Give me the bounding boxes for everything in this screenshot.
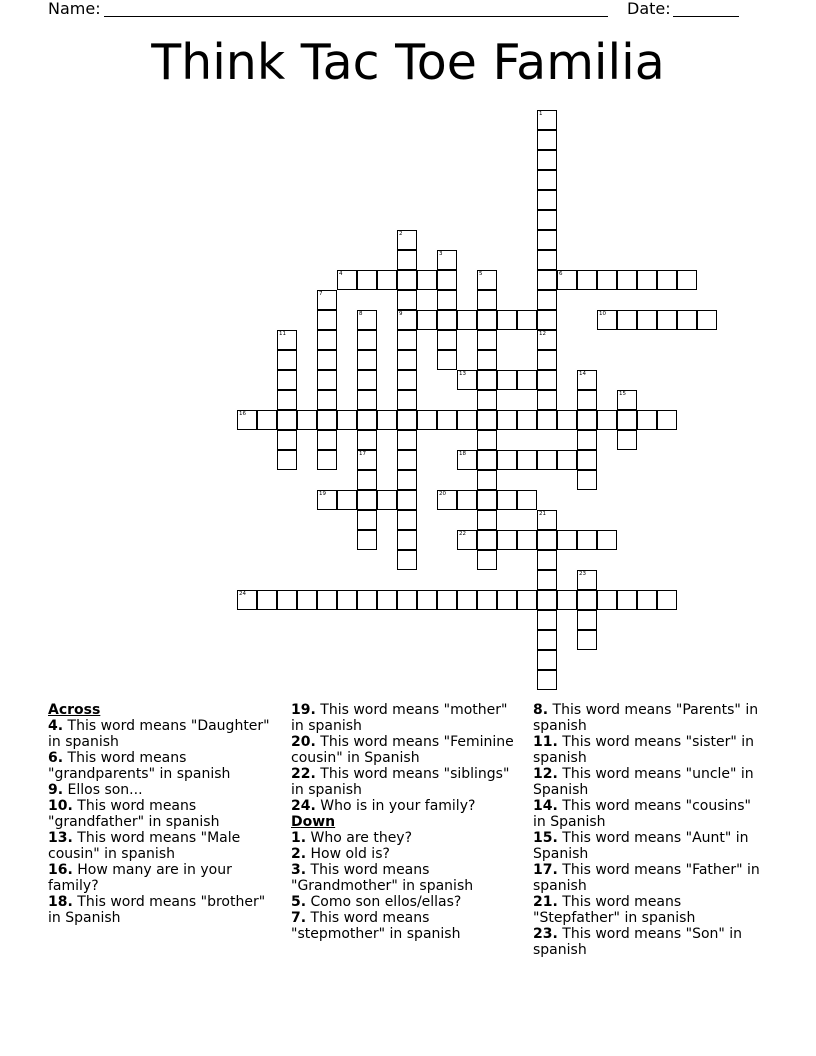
clue-item-number: 5. [291, 894, 307, 910]
grid-cell[interactable] [477, 430, 497, 450]
grid-cell[interactable] [577, 410, 597, 430]
grid-cell[interactable] [397, 510, 417, 530]
clue-number: 10 [599, 311, 606, 317]
grid-cell[interactable] [617, 430, 637, 450]
grid-cell[interactable] [397, 230, 417, 250]
clue-number: 14 [579, 371, 586, 377]
grid-cell[interactable] [597, 590, 617, 610]
clue-item-text: Como son ellos/ellas? [306, 894, 462, 910]
clue-number: 13 [459, 371, 466, 377]
grid-cell[interactable] [457, 530, 477, 550]
grid-cell[interactable] [537, 530, 557, 550]
grid-cell[interactable] [457, 410, 477, 430]
grid-cell[interactable] [517, 410, 537, 430]
clue-item [291, 894, 523, 910]
grid-cell[interactable] [437, 270, 457, 290]
grid-cell[interactable] [277, 330, 297, 350]
clue-number: 15 [619, 391, 626, 397]
clue-number: 6 [559, 271, 563, 277]
grid-cell[interactable] [537, 410, 557, 430]
grid-cell[interactable] [577, 390, 597, 410]
grid-cell[interactable] [477, 290, 497, 310]
grid-cell[interactable] [537, 130, 557, 150]
grid-cell[interactable] [537, 670, 557, 690]
grid-cell[interactable] [477, 470, 497, 490]
clue-item-number: 2. [291, 846, 307, 862]
grid-cell[interactable] [277, 390, 297, 410]
grid-cell[interactable] [437, 330, 457, 350]
grid-cell[interactable] [537, 110, 557, 130]
clue-item-text: This word means "Parents" in spanish [533, 702, 759, 734]
grid-cell[interactable] [277, 370, 297, 390]
grid-cell[interactable] [357, 370, 377, 390]
grid-cell[interactable] [377, 410, 397, 430]
grid-cell[interactable] [437, 350, 457, 370]
clue-item [291, 830, 523, 846]
clue-item [48, 862, 280, 894]
grid-cell[interactable] [277, 590, 297, 610]
grid-cell[interactable] [397, 390, 417, 410]
grid-cell[interactable] [477, 490, 497, 510]
clue-item-text: This word means "sister" in spanish [533, 734, 755, 766]
grid-cell[interactable] [397, 350, 417, 370]
grid-cell[interactable] [577, 590, 597, 610]
grid-cell[interactable] [397, 490, 417, 510]
clue-item [533, 798, 765, 830]
clue-number: 22 [459, 531, 466, 537]
grid-cell[interactable] [357, 350, 377, 370]
clue-item [533, 894, 765, 926]
down-clues-part-1 [291, 830, 523, 942]
clue-number: 23 [579, 571, 586, 577]
clue-item [48, 782, 280, 798]
grid-cell[interactable] [477, 270, 497, 290]
grid-cell[interactable] [337, 410, 357, 430]
clue-number: 12 [539, 331, 546, 337]
clue-item-number: 23. [533, 926, 558, 942]
grid-cell[interactable] [477, 330, 497, 350]
grid-cell[interactable] [317, 430, 337, 450]
clue-number: 8 [359, 311, 363, 317]
date-label: Date: [627, 0, 671, 18]
grid-cell[interactable] [337, 490, 357, 510]
grid-cell[interactable] [417, 310, 437, 330]
grid-cell[interactable] [317, 490, 337, 510]
clue-item-text: How old is? [306, 846, 390, 862]
grid-cell[interactable] [357, 330, 377, 350]
grid-cell[interactable] [397, 250, 417, 270]
clue-item [533, 766, 765, 798]
clue-item-text: This word means "Male cousin" in spanish [48, 830, 241, 862]
grid-cell[interactable] [537, 170, 557, 190]
grid-cell[interactable] [517, 590, 537, 610]
clue-number: 24 [239, 591, 246, 597]
grid-cell[interactable] [317, 350, 337, 370]
grid-cell[interactable] [537, 330, 557, 350]
clue-item-number: 19. [291, 702, 316, 718]
grid-cell[interactable] [537, 510, 557, 530]
grid-cell[interactable] [557, 590, 577, 610]
grid-cell[interactable] [437, 410, 457, 430]
grid-cell[interactable] [577, 450, 597, 470]
down-heading: Down [291, 814, 336, 830]
grid-cell[interactable] [357, 490, 377, 510]
grid-cell[interactable] [617, 590, 637, 610]
grid-cell[interactable] [397, 370, 417, 390]
grid-cell[interactable] [537, 290, 557, 310]
clue-number: 7 [319, 291, 323, 297]
clue-number: 16 [239, 411, 246, 417]
clue-item-text: This word means "grandparents" in spanish [48, 750, 231, 782]
clue-item [291, 798, 523, 814]
clue-item-number: 1. [291, 830, 307, 846]
grid-cell[interactable] [697, 310, 717, 330]
grid-cell[interactable] [597, 270, 617, 290]
clue-item-number: 6. [48, 750, 64, 766]
grid-cell[interactable] [257, 590, 277, 610]
grid-cell[interactable] [357, 390, 377, 410]
clue-item-number: 14. [533, 798, 558, 814]
across-clues-part-2 [291, 702, 523, 814]
grid-cell[interactable] [617, 310, 637, 330]
clue-number: 18 [459, 451, 466, 457]
grid-cell[interactable] [637, 310, 657, 330]
clue-item-number: 16. [48, 862, 73, 878]
grid-cell[interactable] [237, 410, 257, 430]
grid-cell[interactable] [357, 470, 377, 490]
grid-cell[interactable] [597, 530, 617, 550]
grid-cell[interactable] [417, 410, 437, 430]
grid-cell[interactable] [557, 270, 577, 290]
grid-cell[interactable] [457, 450, 477, 470]
clue-item-number: 12. [533, 766, 558, 782]
grid-cell[interactable] [317, 370, 337, 390]
grid-cell[interactable] [517, 370, 537, 390]
clue-item-text: This word means "grandfather" in spanish [48, 798, 220, 830]
grid-cell[interactable] [237, 590, 257, 610]
grid-cell[interactable] [657, 270, 677, 290]
grid-cell[interactable] [577, 470, 597, 490]
clue-item [291, 910, 523, 942]
clue-item [533, 830, 765, 862]
grid-cell[interactable] [277, 410, 297, 430]
grid-cell[interactable] [657, 310, 677, 330]
grid-cell[interactable] [537, 230, 557, 250]
grid-cell[interactable] [477, 310, 497, 330]
clue-item-text: This word means "brother" in Spanish [48, 894, 266, 926]
clue-item [291, 734, 523, 766]
clue-number: 21 [539, 511, 546, 517]
grid-cell[interactable] [657, 410, 677, 430]
clue-item [48, 750, 280, 782]
grid-cell[interactable] [397, 270, 417, 290]
grid-cell[interactable] [317, 450, 337, 470]
grid-cell[interactable] [317, 330, 337, 350]
grid-cell[interactable] [537, 630, 557, 650]
grid-cell[interactable] [477, 370, 497, 390]
clue-item-text: Ellos son... [63, 782, 143, 798]
clue-item-text: This word means "siblings" in spanish [291, 766, 510, 798]
clue-item [48, 718, 280, 750]
grid-cell[interactable] [277, 430, 297, 450]
grid-cell[interactable] [297, 590, 317, 610]
grid-cell[interactable] [357, 430, 377, 450]
clue-number: 2 [399, 231, 403, 237]
grid-cell[interactable] [637, 270, 657, 290]
grid-cell[interactable] [497, 310, 517, 330]
grid-cell[interactable] [537, 370, 557, 390]
grid-cell[interactable] [397, 530, 417, 550]
clue-number: 5 [479, 271, 483, 277]
grid-cell[interactable] [617, 410, 637, 430]
grid-cell[interactable] [537, 150, 557, 170]
grid-cell[interactable] [537, 450, 557, 470]
clue-item-text: This word means "Son" in spanish [533, 926, 743, 958]
grid-cell[interactable] [477, 450, 497, 470]
across-heading: Across [48, 702, 101, 718]
grid-cell[interactable] [397, 410, 417, 430]
clue-item-number: 20. [291, 734, 316, 750]
grid-cell[interactable] [317, 590, 337, 610]
grid-cell[interactable] [397, 590, 417, 610]
grid-cell[interactable] [397, 430, 417, 450]
clue-item-number: 17. [533, 862, 558, 878]
grid-cell[interactable] [377, 590, 397, 610]
grid-cell[interactable] [437, 490, 457, 510]
clue-item-text: This word means "Stepfather" in spanish [533, 894, 696, 926]
clue-item-number: 13. [48, 830, 73, 846]
clues-column-1 [48, 702, 280, 926]
grid-cell[interactable] [497, 530, 517, 550]
clue-item-text: This word means "uncle" in Spanish [533, 766, 754, 798]
grid-cell[interactable] [537, 650, 557, 670]
grid-cell[interactable] [337, 270, 357, 290]
grid-cell[interactable] [477, 530, 497, 550]
grid-cell[interactable] [457, 490, 477, 510]
grid-cell[interactable] [577, 610, 597, 630]
grid-cell[interactable] [677, 270, 697, 290]
clue-item-number: 18. [48, 894, 73, 910]
grid-cell[interactable] [537, 610, 557, 630]
grid-cell[interactable] [437, 250, 457, 270]
grid-cell[interactable] [457, 310, 477, 330]
clue-item [291, 702, 523, 734]
grid-cell[interactable] [457, 590, 477, 610]
clue-item [291, 766, 523, 798]
grid-cell[interactable] [657, 590, 677, 610]
clue-item-text: This word means "Father" in spanish [533, 862, 760, 894]
clue-item [48, 830, 280, 862]
grid-cell[interactable] [537, 550, 557, 570]
grid-cell[interactable] [537, 390, 557, 410]
grid-cell[interactable] [537, 350, 557, 370]
grid-cell[interactable] [317, 390, 337, 410]
clue-item [291, 862, 523, 894]
grid-cell[interactable] [377, 490, 397, 510]
clue-item [48, 798, 280, 830]
grid-cell[interactable] [317, 410, 337, 430]
name-label: Name: [48, 0, 101, 18]
grid-cell[interactable] [257, 410, 277, 430]
grid-cell[interactable] [497, 490, 517, 510]
clue-item-number: 10. [48, 798, 73, 814]
grid-cell[interactable] [537, 590, 557, 610]
grid-cell[interactable] [517, 310, 537, 330]
clue-item-text: This word means "Grandmother" in spanish [291, 862, 474, 894]
clue-item-number: 3. [291, 862, 307, 878]
grid-cell[interactable] [437, 290, 457, 310]
clue-item-text: This word means "Aunt" in Spanish [533, 830, 749, 862]
clue-item [291, 846, 523, 862]
clue-item-number: 7. [291, 910, 307, 926]
grid-cell[interactable] [517, 530, 537, 550]
page-title: Think Tac Toe Familia [151, 34, 665, 91]
clue-item-number: 4. [48, 718, 64, 734]
grid-cell[interactable] [477, 510, 497, 530]
grid-cell[interactable] [357, 590, 377, 610]
clue-number: 1 [539, 111, 543, 117]
grid-cell[interactable] [337, 590, 357, 610]
grid-cell[interactable] [397, 330, 417, 350]
clue-number: 4 [339, 271, 343, 277]
grid-cell[interactable] [317, 290, 337, 310]
grid-cell[interactable] [397, 450, 417, 470]
grid-cell[interactable] [377, 270, 397, 290]
grid-cell[interactable] [417, 590, 437, 610]
grid-cell[interactable] [357, 270, 377, 290]
grid-cell[interactable] [537, 570, 557, 590]
grid-cell[interactable] [317, 310, 337, 330]
grid-cell[interactable] [497, 590, 517, 610]
grid-cell[interactable] [417, 270, 437, 290]
grid-cell[interactable] [457, 370, 477, 390]
clue-item-number: 9. [48, 782, 64, 798]
clue-item-text: This word means "mother" in spanish [291, 702, 508, 734]
grid-cell[interactable] [357, 510, 377, 530]
clue-item-text: This word means "cousins" in Spanish [533, 798, 751, 830]
clues-column-3 [533, 702, 765, 958]
clue-item-number: 24. [291, 798, 316, 814]
clue-item-text: How many are in your family? [48, 862, 232, 894]
clue-item [533, 734, 765, 766]
grid-cell[interactable] [297, 410, 317, 430]
clue-number: 9 [399, 311, 403, 317]
grid-cell[interactable] [357, 450, 377, 470]
grid-cell[interactable] [597, 310, 617, 330]
grid-cell[interactable] [577, 370, 597, 390]
grid-cell[interactable] [357, 530, 377, 550]
grid-cell[interactable] [637, 590, 657, 610]
grid-cell[interactable] [577, 530, 597, 550]
grid-cell[interactable] [597, 410, 617, 430]
clue-item-number: 8. [533, 702, 549, 718]
down-clues-part-2 [533, 702, 765, 958]
across-clues-part-1 [48, 718, 280, 926]
grid-cell[interactable] [537, 270, 557, 290]
grid-cell[interactable] [437, 310, 457, 330]
clue-item-text: Who are they? [306, 830, 413, 846]
grid-cell[interactable] [577, 570, 597, 590]
grid-cell[interactable] [537, 250, 557, 270]
clue-item [533, 926, 765, 958]
grid-cell[interactable] [357, 410, 377, 430]
grid-cell[interactable] [497, 370, 517, 390]
grid-cell[interactable] [577, 430, 597, 450]
clue-number: 3 [439, 251, 443, 257]
grid-cell[interactable] [557, 450, 577, 470]
grid-cell[interactable] [557, 530, 577, 550]
clues-column-2 [291, 702, 523, 942]
grid-cell[interactable] [577, 270, 597, 290]
grid-cell[interactable] [477, 410, 497, 430]
clue-item-number: 15. [533, 830, 558, 846]
grid-cell[interactable] [637, 410, 657, 430]
clue-number: 20 [439, 491, 446, 497]
grid-cell[interactable] [397, 470, 417, 490]
grid-cell[interactable] [477, 550, 497, 570]
grid-cell[interactable] [557, 410, 577, 430]
grid-cell[interactable] [617, 270, 637, 290]
grid-cell[interactable] [277, 450, 297, 470]
grid-cell[interactable] [517, 490, 537, 510]
grid-cell[interactable] [677, 310, 697, 330]
clue-number: 11 [279, 331, 286, 337]
grid-cell[interactable] [517, 450, 537, 470]
grid-cell[interactable] [437, 590, 457, 610]
grid-cell[interactable] [577, 630, 597, 650]
clue-item-number: 11. [533, 734, 558, 750]
clue-item-text: This word means "Feminine cousin" in Spanish [291, 734, 514, 766]
grid-cell[interactable] [397, 310, 417, 330]
grid-cell[interactable] [477, 350, 497, 370]
clue-item [533, 862, 765, 894]
grid-cell[interactable] [497, 410, 517, 430]
clue-item [533, 702, 765, 734]
clue-number: 17 [359, 451, 366, 457]
grid-cell[interactable] [497, 450, 517, 470]
grid-cell[interactable] [537, 310, 557, 330]
clue-item-text: This word means "stepmother" in spanish [291, 910, 461, 942]
clue-number: 19 [319, 491, 326, 497]
clue-item [48, 894, 280, 926]
grid-cell[interactable] [537, 210, 557, 230]
grid-cell[interactable] [397, 290, 417, 310]
clue-item-text: This word means "Daughter" in spanish [48, 718, 270, 750]
grid-cell[interactable] [537, 190, 557, 210]
grid-cell[interactable] [277, 350, 297, 370]
clue-item-number: 21. [533, 894, 558, 910]
grid-cell[interactable] [617, 390, 637, 410]
grid-cell[interactable] [397, 550, 417, 570]
grid-cell[interactable] [477, 390, 497, 410]
grid-cell[interactable] [477, 590, 497, 610]
clue-item-number: 22. [291, 766, 316, 782]
grid-cell[interactable] [357, 310, 377, 330]
clue-item-text: Who is in your family? [315, 798, 476, 814]
